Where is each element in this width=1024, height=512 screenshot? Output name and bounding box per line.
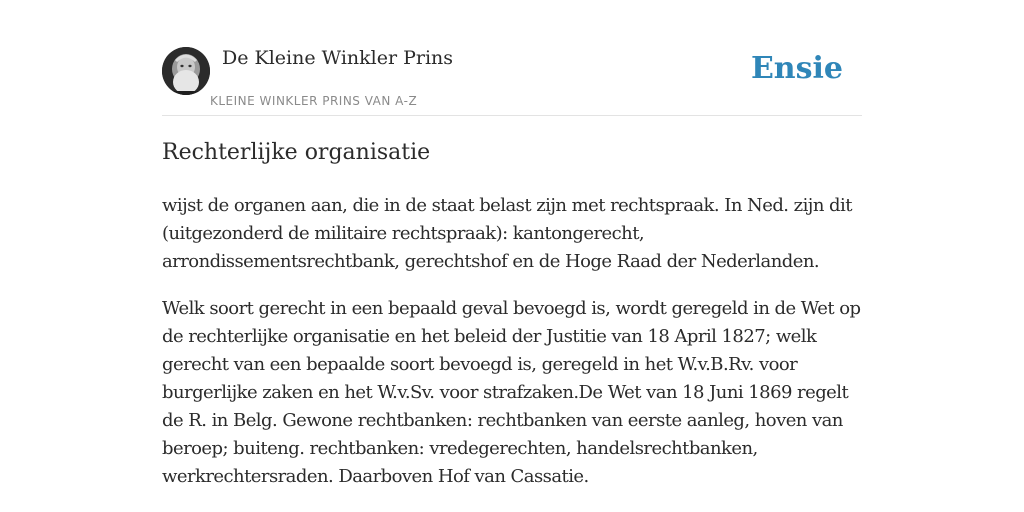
entry-content [162, 192, 862, 510]
ensie-logo-link[interactable]: Ensie [750, 51, 843, 86]
entry-title: Rechterlijke organisatie [162, 140, 431, 165]
entry-paragraph: Welk soort gerecht in een bepaald geval bevoegd is, wordt geregeld in de Wet op de rechterlijke organisatie en het beleid der Justitie van 18 April 1827; welk gerecht van een bepaalde soort bevoegd is, geregeld in het W.v.B.Rv. voor burgerlijke zaken en het W.v.Sv. voor strafzaken.De Wet van 18 Juni 1869 regelt de R. in Belg. Gewone rechtbanken: rechtbanken van eerste aanleg, hoven van beroep; buiteng. rechtbanken: vredegerechten, handelsrechtbanken, werkrechtersraden. Daarboven Hof van Cassatie. [162, 298, 861, 487]
book-subtitle[interactable]: KLEINE WINKLER PRINS VAN A-Z [210, 94, 418, 108]
author-avatar[interactable] [162, 47, 210, 95]
book-title[interactable]: De Kleine Winkler Prins [222, 47, 454, 69]
entry-paragraph: wijst de organen aan, die in de staat belast zijn met rechtspraak. In Ned. zijn dit (uitgezonderd de militaire rechtspraak): kantongerecht, arrondissementsrechtbank, gerechtshof en de Hoge Raad der Nederlanden. [162, 195, 852, 272]
header-divider [162, 115, 862, 116]
